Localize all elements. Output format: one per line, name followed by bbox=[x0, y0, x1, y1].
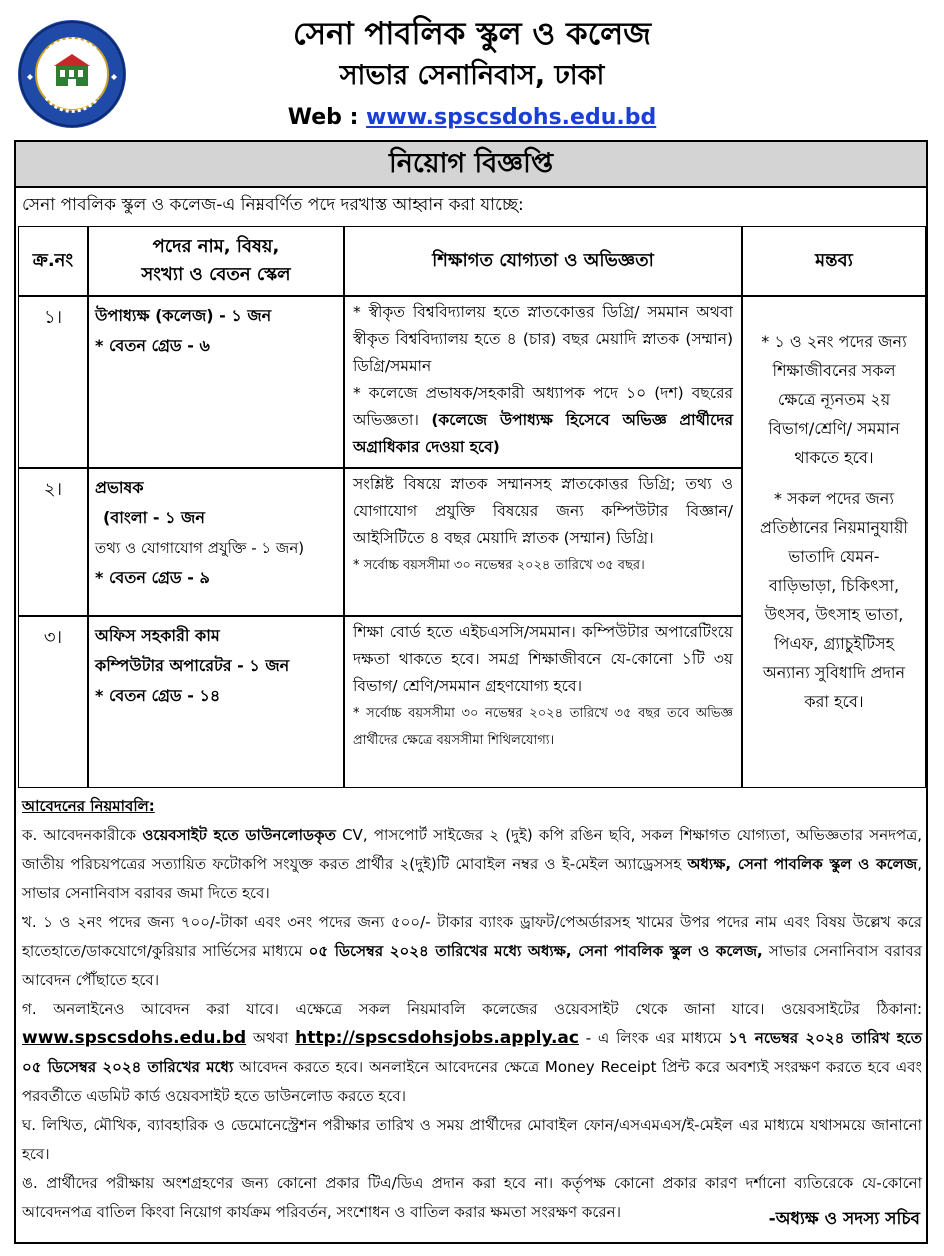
row-2-subject-1: (বাংলা - ১ জন bbox=[103, 508, 205, 527]
remarks-cell bbox=[742, 296, 926, 788]
row-1-qualification bbox=[344, 296, 742, 468]
row-3-serial: ৩। bbox=[18, 616, 88, 788]
remark-1: * ১ ও ২নং পদের জন্য শিক্ষাজীবনের সকল ক্ষেত্রে ন্যূনতম ২য় বিভাগ/শ্রেণি/ সমমান থাকতে হবে। bbox=[761, 332, 907, 467]
rule-kha-text-2: সাভার সেনানিবাস বরাবর আবেদন পৌঁছাতে হবে। bbox=[22, 942, 923, 989]
row-1-post-line: উপাধ্যক্ষ (কলেজ) - ১ জন bbox=[95, 306, 272, 325]
row-2-age-note: * সর্বোচ্চ বয়সসীমা ৩০ নভেম্বর ২০২৪ তারিখে ৩৫ বছর। bbox=[353, 558, 645, 573]
row-2-post bbox=[88, 468, 344, 616]
row-2-serial: ২। bbox=[18, 468, 88, 616]
row-3-post-line-2: কম্পিউটার অপারেটর - ১ জন bbox=[95, 656, 290, 675]
school-name: সেনা পাবলিক স্কুল ও কলেজ bbox=[293, 16, 651, 52]
school-seal-icon bbox=[16, 18, 128, 130]
header-post-line-2: সংখ্যা ও বেতন স্কেল bbox=[141, 264, 291, 285]
rule-ga bbox=[22, 995, 922, 1111]
rule-ga-website-link[interactable]: www.spscsdohs.edu.bd bbox=[22, 1028, 247, 1048]
signature: -অধ্যক্ষ ও সদস্য সচিব bbox=[768, 1209, 920, 1229]
row-2-post-line: প্রভাষক bbox=[95, 478, 144, 497]
row-3-post bbox=[88, 616, 344, 788]
rule-kha-text-1: খ. ১ ও ২নং পদের জন্য ৭০০/-টাকা এবং ৩নং পদের জন্য ৫০০/- টাকার ব্যাংক ড্রাফট/পেঅর্ডারসহ খামের উপর পদের নাম এবং বিষয় উল্লেখ করে হাতেহাতে/ডাকযোগে/কুরিয়ার সার্ভিসের মাধ্যমে bbox=[22, 913, 922, 960]
remark-2: * সকল পদের জন্য প্রতিষ্ঠানের নিয়মানুযায়ী ভাতাদি যেমন- বাড়িভাড়া, চিকিৎসা, উৎসব, উৎসাহ ভাতা, পিএফ, গ্র্যাচুইটিসহ অন্যান্য সুবিধাদি প্রদান করা হবে। bbox=[760, 489, 908, 711]
intro-text: সেনা পাবলিক স্কুল ও কলেজ-এ নিম্নবর্ণিত পদে দরখাস্ত আহ্বান করা যাচ্ছে: bbox=[22, 195, 524, 215]
rule-ka-bold-2: অধ্যক্ষ, সেনা পাবলিক স্কুল ও কলেজ bbox=[687, 855, 918, 873]
header-post bbox=[88, 226, 344, 296]
row-3-grade: * বেতন গ্রেড - ১৪ bbox=[95, 686, 221, 705]
website-link[interactable]: www.spscsdohs.edu.bd bbox=[366, 105, 657, 130]
row-1-qual-priority: (কলেজে উপাধ্যক্ষ হিসেবে অভিজ্ঞ প্রার্থীদের অগ্রাধিকার দেওয়া হবে) bbox=[353, 411, 733, 456]
rule-ga-text-1: গ. অনলাইনেও আবেদন করা যাবে। এক্ষেত্রে সকল নিয়মাবলি কলেজের ওয়েবসাইট থেকে জানা যাবে। ওয়েবসাইটের ঠিকানা: bbox=[22, 1000, 922, 1018]
header-serial: ক্র.নং bbox=[18, 226, 88, 296]
rule-ka-text-1: ক. আবেদনকারীকে bbox=[22, 826, 143, 844]
row-3-post-line-1: অফিস সহকারী কাম bbox=[95, 626, 220, 645]
school-address: সাভার সেনানিবাস, ঢাকা bbox=[339, 60, 605, 91]
rule-ga-apply-link[interactable]: http://spscsdohsjobs.apply.ac bbox=[295, 1028, 579, 1048]
rule-ka-text-3: , সাভার সেনানিবাস বরাবর জমা দিতে হবে। bbox=[22, 855, 922, 902]
row-2-subject-2: তথ্য ও যোগাযোগ প্রযুক্তি - ১ জন) bbox=[95, 539, 305, 557]
header-post-line-1: পদের নাম, বিষয়, bbox=[152, 236, 280, 257]
row-2-qual-1: সংশ্লিষ্ট বিষয়ে স্নাতক সম্মানসহ স্নাতকোত্তর ডিগ্রি; তথ্য ও যোগাযোগ প্রযুক্তি বিষয়ের জন্য কম্পিউটার বিজ্ঞান/আইসিটিতে ৪ বছর মেয়াদি স্নাতক (সম্মান) ডিগ্রি। bbox=[353, 475, 733, 547]
posts-table bbox=[18, 226, 926, 788]
rule-ka-bold-1: ওয়েবসাইট হতে ডাউনলোডকৃত bbox=[142, 826, 336, 844]
row-3-qual-1: শিক্ষা বোর্ড হতে এইচএসসি/সমমান। কম্পিউটার অপারেটিংয়ে দক্ষতা থাকতে হবে। সমগ্র শিক্ষাজীবনে যে-কোনো ১টি ৩য় বিভাগ/ শ্রেণি/সমমান গ্রহণযোগ্য হবে। bbox=[353, 623, 733, 695]
row-2-grade: * বেতন গ্রেড - ৯ bbox=[95, 568, 210, 587]
row-1-qual-1: * স্বীকৃত বিশ্ববিদ্যালয় হতে স্নাতকোত্তর ডিগ্রি/ সমমান অথবা স্বীকৃত বিশ্ববিদ্যালয় হতে ৪ (চার) বছর মেয়াদি স্নাতক (সম্মান) ডিগ্রি/সমমান bbox=[353, 303, 733, 375]
row-3-qualification bbox=[344, 616, 742, 788]
row-1-qual-2: * কলেজে প্রভাষক/সহকারী অধ্যাপক পদে ১০ (দশ) বছরের অভিজ্ঞতা। bbox=[353, 384, 733, 429]
rule-kha-bold-1: ০৫ ডিসেম্বর ২০২৪ তারিখের মধ্যে অধ্যক্ষ, সেনা পাবলিক স্কুল ও কলেজ, bbox=[308, 942, 763, 960]
notice-title: নিয়োগ বিজ্ঞপ্তি bbox=[16, 142, 926, 188]
web-label: Web : bbox=[287, 105, 367, 130]
row-1-grade: * বেতন গ্রেড - ৬ bbox=[95, 336, 210, 355]
rule-ga-text-4: আবেদন করতে হবে। অনলাইনে আবেদনের ক্ষেত্রে Money Receipt প্রিন্ট করে অবশ্যই সংরক্ষণ করতে হবে এবং পরবর্তীতে এডমিট কার্ড ওয়েবসাইট হতে ডাউনলোড করতে হবে। bbox=[22, 1058, 922, 1105]
row-1-post bbox=[88, 296, 344, 468]
rule-ka-text-2: CV, পাসপোর্ট সাইজের ২ (দুই) কপি রঙিন ছবি, সকল শিক্ষাগত যোগ্যতা, অভিজ্ঞতার সনদপত্র, জাতীয় পরিচয়পত্রের সত্যায়িত ফটোকপি সংযুক্ত করত প্রার্থীর ২(দুই)টি মোবাইল নম্বর ও ই-মেইল অ্যাড্রেসসহ bbox=[22, 826, 922, 873]
rule-ga-text-2: অথবা bbox=[246, 1029, 296, 1047]
application-rules bbox=[22, 792, 922, 1227]
row-2-qualification bbox=[344, 468, 742, 616]
website-line bbox=[140, 102, 804, 134]
rules-heading: আবেদনের নিয়মাবলি: bbox=[22, 797, 155, 815]
header-qualification: শিক্ষাগত যোগ্যতা ও অভিজ্ঞতা bbox=[344, 226, 742, 296]
rule-gha: ঘ. লিখিত, মৌখিক, ব্যাবহারিক ও ডেমোনেস্ট্রেশন পরীক্ষার তারিখ ও সময় প্রার্থীদের মোবাইল ফোন/এসএমএস/ই-মেইল এর মাধ্যমে যথাসময়ে জানানো হবে। bbox=[22, 1116, 922, 1163]
rule-ga-bold-dates: ১৭ নভেম্বর ২০২৪ তারিখ হতে ০৫ ডিসেম্বর ২০২৪ তারিখের মধ্যে bbox=[22, 1029, 922, 1076]
rule-ka bbox=[22, 821, 922, 908]
rule-umo: ঙ. প্রার্থীদের পরীক্ষায় অংশগ্রহণের জন্য কোনো প্রকার টিএ/ডিএ প্রদান করা হবে না। কর্তৃপক্ষ কোনো প্রকার কারণ দর্শানো ব্যতিরেকে যে-কোনো আবেদনপত্র বাতিল কিংবা নিয়োগ কার্যক্রম পরিবর্তন, সংশোধন ও বাতিল করার ক্ষমতা সংরক্ষণ করেন। bbox=[22, 1174, 922, 1221]
header-remarks: মন্তব্য bbox=[742, 226, 926, 296]
row-3-age-note: * সর্বোচ্চ বয়সসীমা ৩০ নভেম্বর ২০২৪ তারিখে ৩৫ বছর তবে অভিজ্ঞ প্রার্থীদের ক্ষেত্রে বয়সসীমা শিথিলযোগ্য। bbox=[353, 706, 733, 748]
row-1-serial: ১। bbox=[18, 296, 88, 468]
rule-kha bbox=[22, 908, 922, 995]
rule-ga-text-3: - এ লিংক এর মাধ্যমে bbox=[578, 1029, 729, 1047]
